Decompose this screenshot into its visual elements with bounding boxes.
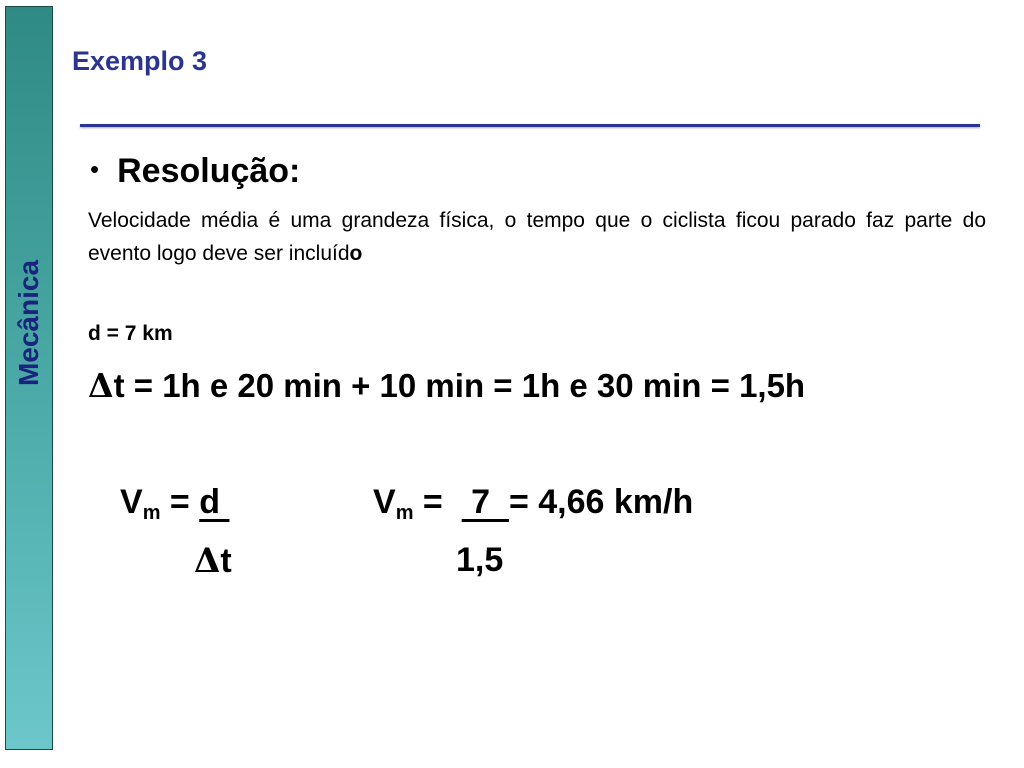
- formula2-v: V: [373, 483, 396, 521]
- delta-symbol: Δ: [88, 366, 114, 405]
- formula1-t: t: [220, 542, 232, 580]
- paragraph-text: Velocidade média é uma grandeza física, o tempo que o ciclista ficou parado faz parte do evento logo deve ser incluíd: [88, 209, 986, 265]
- formula2-eq: =: [413, 483, 462, 521]
- time-text: t = 1h e 20 min + 10 min = 1h e 30 min = 1,5h: [113, 367, 806, 404]
- heading-text: Resolução:: [117, 152, 301, 190]
- formula1-sub: m: [142, 502, 161, 524]
- formula1-delta: Δ: [194, 541, 221, 581]
- formula1-v: V: [120, 483, 143, 521]
- formula1-eq: =: [160, 483, 200, 521]
- distance-line: d = 7 km: [88, 322, 173, 345]
- resolution-heading: [90, 152, 300, 191]
- slide-title: Exemplo 3: [72, 46, 208, 76]
- formula2-sub: m: [395, 502, 414, 524]
- formula2-line: [373, 483, 693, 525]
- formula1-numerator: d: [199, 483, 230, 521]
- formula2-numerator: 7: [461, 483, 509, 521]
- sidebar-band: [5, 6, 53, 750]
- time-line: [88, 366, 805, 405]
- bullet-icon: •: [90, 154, 100, 184]
- sidebar-title: Mecânica: [13, 259, 44, 387]
- formula1-lhs: [120, 483, 229, 525]
- formula2-result: = 4,66 km/h: [508, 483, 694, 521]
- formula2-denominator: 1,5: [456, 541, 504, 579]
- title-divider: [80, 124, 980, 127]
- explanation-paragraph: [88, 204, 986, 270]
- paragraph-bold-end: o: [349, 242, 363, 265]
- formula1-denominator: [194, 541, 232, 581]
